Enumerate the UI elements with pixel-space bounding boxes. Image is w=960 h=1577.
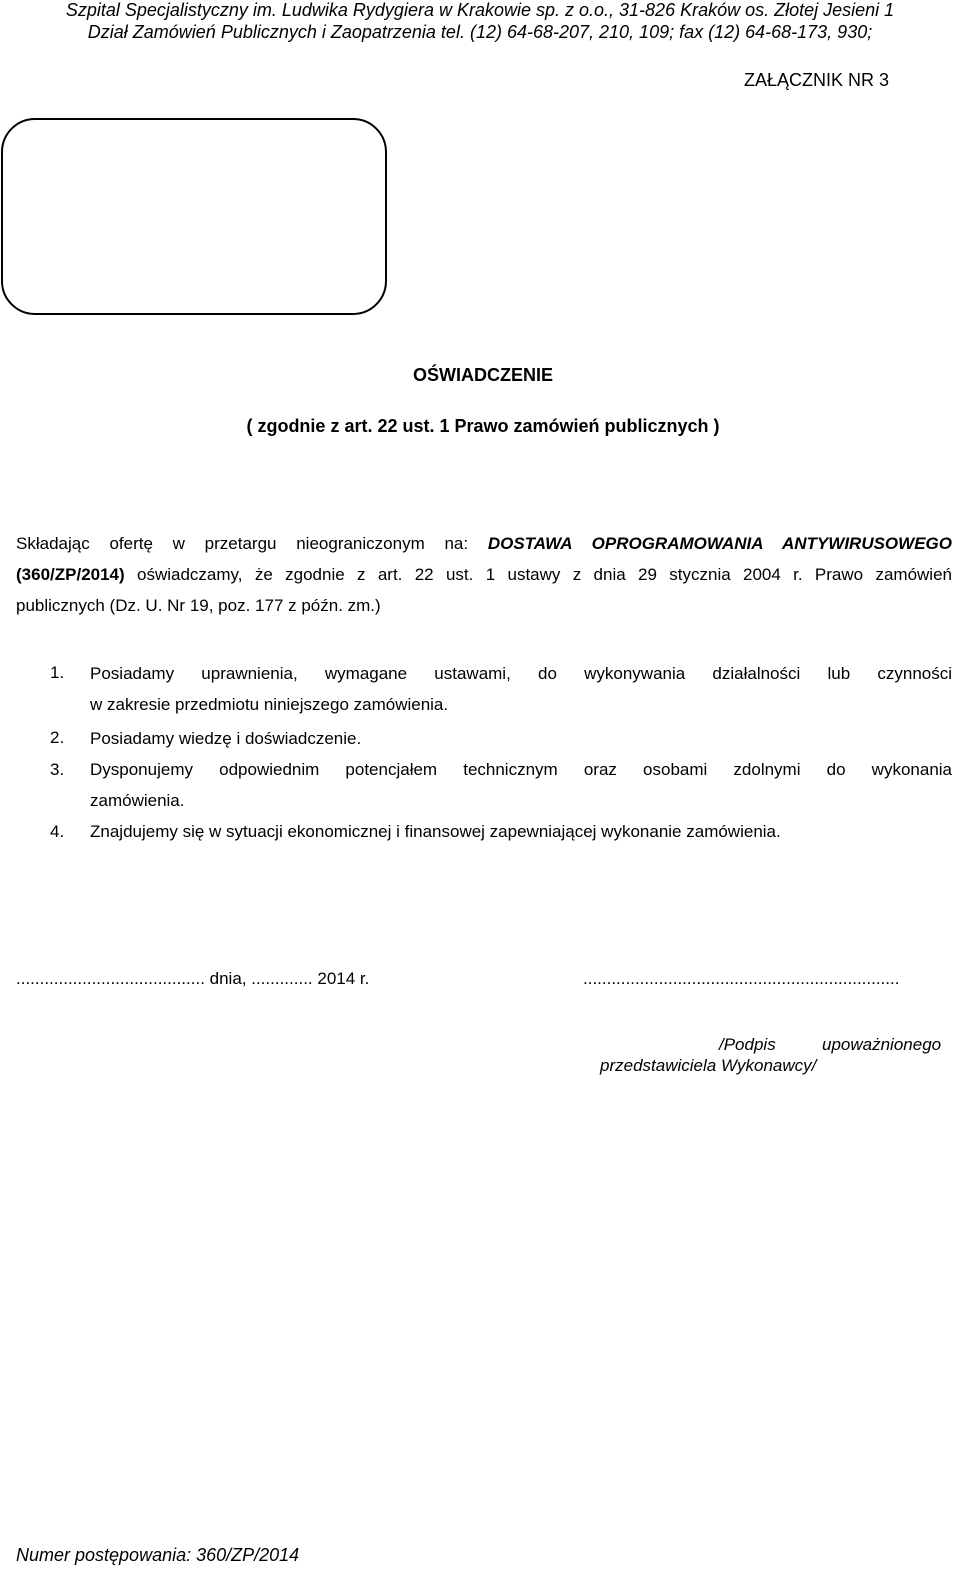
footer-case-number: Numer postępowania: 360/ZP/2014 bbox=[16, 1545, 300, 1565]
item-2-text: Posiadamy wiedzę i doświadczenie. bbox=[90, 729, 362, 748]
case-number: (360/ZP/2014) bbox=[16, 565, 125, 584]
item-3-text: Dysponujemy odpowiednim potencjałem technicznym oraz osobami zdolnymi do wykonania zamówienia. bbox=[90, 760, 952, 810]
item-4-text: Znajdujemy się w sytuacji ekonomicznej i finansowej zapewniającej wykonanie zamówienia. bbox=[90, 822, 781, 841]
signature-dots: ................................................................... bbox=[583, 969, 900, 988]
item-2-number: 2. bbox=[50, 728, 65, 747]
item-1-number: 1. bbox=[50, 663, 65, 682]
signature-caption-1b: upoważnionego bbox=[822, 1035, 942, 1054]
tender-subject: DOSTAWA OPROGRAMOWANIA ANTYWIRUSOWEGO bbox=[487, 534, 952, 553]
intro-text-3: publicznych (Dz. U. Nr 19, poz. 177 z późn. zm.) bbox=[16, 596, 381, 615]
signature-caption-2: przedstawiciela Wykonawcy/ bbox=[600, 1056, 817, 1075]
document-subtitle: ( zgodnie z art. 22 ust. 1 Prawo zamówień publicznych ) bbox=[246, 416, 720, 436]
header-line-1: Szpital Specjalistyczny im. Ludwika Rydygiera w Krakowie sp. z o.o., 31-826 Kraków os. Złotej Jesieni 1 bbox=[65, 0, 895, 20]
document-title: OŚWIADCZENIE bbox=[412, 365, 553, 385]
item-3-number: 3. bbox=[50, 760, 65, 779]
item-1-text: Posiadamy uprawnienia, wymagane ustawami, do wykonywania działalności lub czynności w zakresie przedmiotu niniejszego zamówienia. bbox=[90, 664, 952, 714]
intro-text-2: oświadczamy, że zgodnie z art. 22 ust. 1 ustawy z dnia 29 stycznia 2004 r. Prawo zamówień bbox=[124, 565, 952, 584]
signature-caption-1a: /Podpis bbox=[719, 1035, 776, 1054]
company-stamp-box bbox=[1, 118, 387, 315]
intro-text-1: Składając ofertę w przetargu nieograniczonym na: bbox=[16, 534, 488, 553]
item-4-number: 4. bbox=[50, 822, 65, 841]
header-line-2: Dział Zamówień Publicznych i Zaopatrzenia tel. (12) 64-68-207, 210, 109; fax (12) 64-68-173, 930; bbox=[87, 22, 873, 42]
intro-paragraph bbox=[16, 528, 952, 621]
attachment-label: ZAŁĄCZNIK NR 3 bbox=[744, 70, 890, 90]
date-line: ........................................ dnia, ............. 2014 r. bbox=[16, 969, 370, 988]
